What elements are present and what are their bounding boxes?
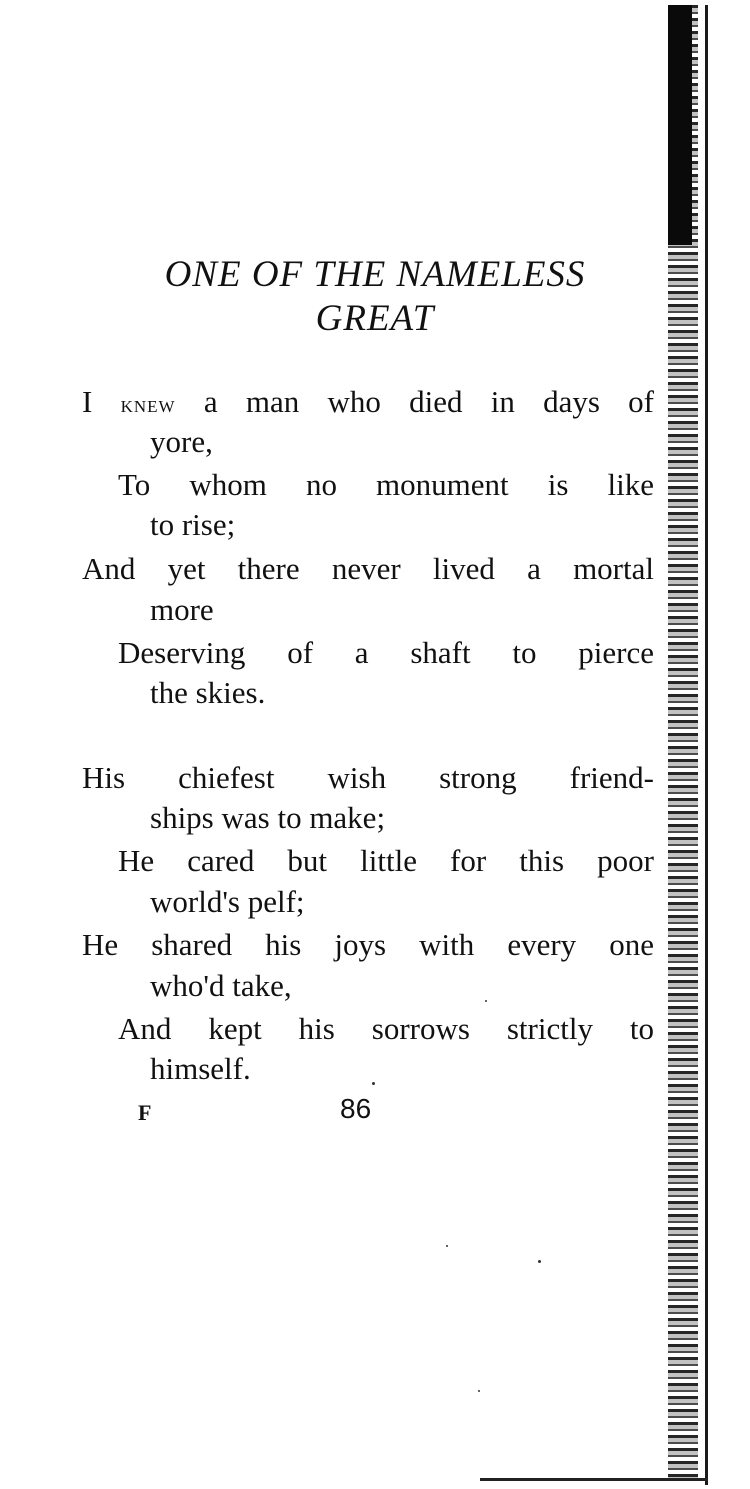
stanza-1-line-3: And yet there never lived a mortal <box>82 551 654 586</box>
stanza-2-line-3: He shared his joys with every one <box>82 927 654 962</box>
scan-speck <box>538 1260 541 1263</box>
stanza-2-line-2-cont: world's pelf; <box>150 884 305 919</box>
page-number: 86 <box>340 1093 372 1124</box>
scan-speck <box>372 1082 375 1085</box>
scan-speck <box>478 1390 480 1392</box>
stanza-1-line-1 <box>82 384 654 423</box>
signature-mark: F <box>138 1100 152 1125</box>
line-smallcaps-word: knew <box>120 392 176 418</box>
stanza-2-line-4: And kept his sorrows strictly to <box>118 1011 654 1046</box>
stanza-2-line-3-cont: who'd take, <box>150 968 292 1003</box>
stanza-2-line-2: He cared but little for this poor <box>118 843 654 878</box>
line-rest: a man who died in days of <box>175 384 654 419</box>
stanza-1-line-1-cont: yore, <box>150 424 213 459</box>
poem-title-line-2: GREAT <box>315 298 435 339</box>
line-first-word: I <box>82 384 121 419</box>
binding-shadow-dark <box>668 5 692 245</box>
stanza-2-line-1: His chiefest wish strong friend- <box>82 760 654 795</box>
stanza-1-line-2-cont: to rise; <box>150 507 236 542</box>
page-edge-line <box>705 5 708 1485</box>
scan-speck <box>446 1245 448 1247</box>
stanza-2-line-4-cont: himself. <box>150 1051 251 1086</box>
poem-title-line-1: ONE OF THE NAMELESS <box>164 254 586 295</box>
stanza-1-line-4: Deserving of a shaft to pierce <box>118 635 654 670</box>
stanza-2-line-1-cont: ships was to make; <box>150 800 386 835</box>
stanza-1-line-2: To whom no monument is like <box>118 467 654 502</box>
bottom-edge-line <box>480 1478 708 1481</box>
stanza-1-line-3-cont: more <box>150 592 214 627</box>
stanza-1-line-4-cont: the skies. <box>150 675 266 710</box>
scan-speck <box>485 1000 487 1002</box>
